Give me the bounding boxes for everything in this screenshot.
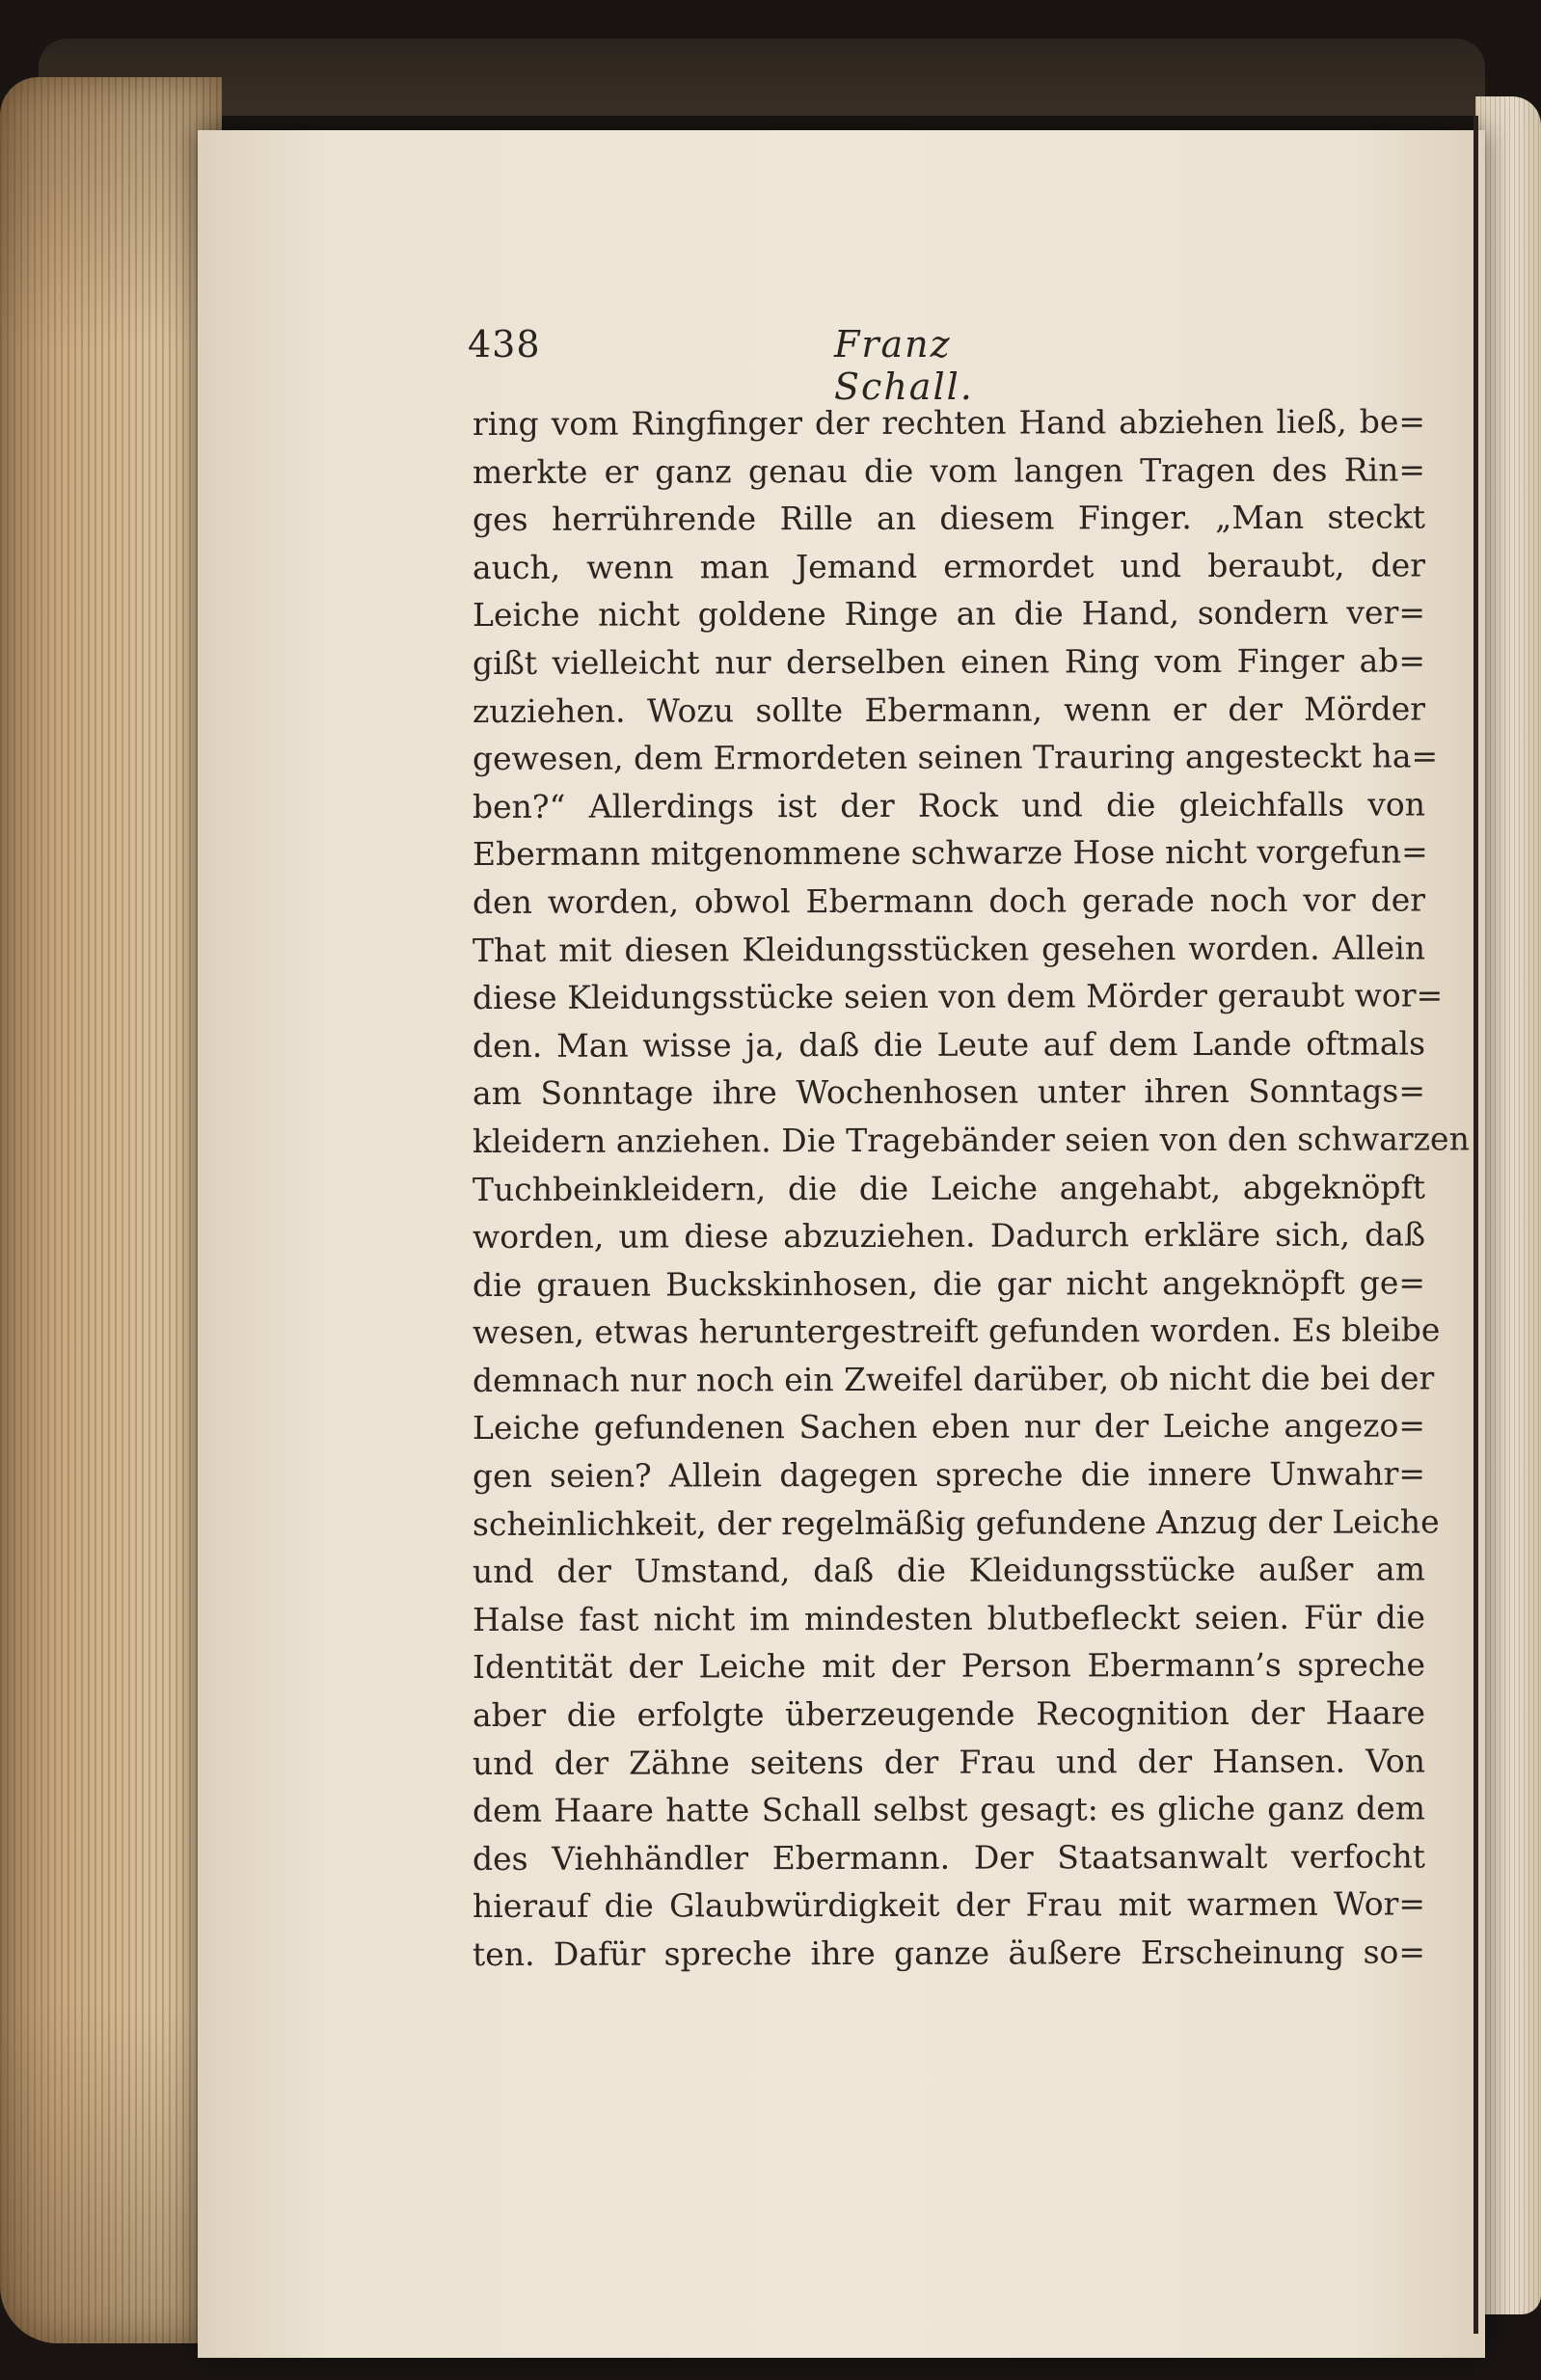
text-line: ten. Dafür spreche ihre ganze äußere Erscheinung so= (472, 1933, 1426, 1973)
text-line: aber die erfolgte überzeugende Recognition der Haare (472, 1693, 1426, 1735)
text-line: wesen, etwas heruntergestreift gefunden worden. Es bleibe (472, 1311, 1441, 1352)
text-line: Leiche gefundenen Sachen eben nur der Leiche angezo= (472, 1406, 1426, 1447)
page-edges-left (0, 77, 222, 2343)
text-line: hierauf die Glaubwürdigkeit der Frau mit warmen Wor= (472, 1884, 1426, 1926)
text-line: demnach nur noch ein Zweifel darüber, ob nicht die bei der (472, 1359, 1435, 1399)
text-line: den. Man wisse ja, daß die Leute auf dem Lande oftmals (472, 1024, 1426, 1065)
text-line: Identität der Leiche mit der Person Ebermann’s spreche (472, 1645, 1426, 1687)
text-line: des Viehhändler Ebermann. Der Staatsanwalt verfocht (472, 1837, 1426, 1878)
text-line: Halse fast nicht im mindesten blutbefleckt seien. Für die (472, 1598, 1426, 1638)
text-line: gewesen, dem Ermordeten seinen Trauring angesteckt ha= (472, 737, 1439, 778)
text-line: scheinlichkeit, der regelmäßig gefundene Anzug der Leiche (472, 1502, 1440, 1543)
text-line: That mit diesen Kleidungsstücken gesehen worden. Allein (472, 928, 1426, 969)
text-line: zuziehen. Wozu sollte Ebermann, wenn er der Mörder (472, 689, 1426, 730)
text-line: die grauen Buckskinhosen, die gar nicht angeknöpft ge= (472, 1263, 1426, 1304)
running-header (468, 323, 1066, 408)
text-line: Leiche nicht goldene Ringe an die Hand, sondern ver= (472, 593, 1426, 635)
text-line: worden, um diese abzuziehen. Dadurch erkläre sich, daß (472, 1215, 1426, 1257)
text-line: ring vom Ringfinger der rechten Hand abziehen ließ, be= (472, 402, 1426, 443)
text-line: und der Umstand, daß die Kleidungsstücke außer am (472, 1550, 1426, 1591)
page-number: 438 (468, 323, 541, 365)
running-title: Franz Schall. (834, 323, 974, 408)
text-line: und der Zähne seitens der Frau und der Hansen. Von (472, 1742, 1426, 1782)
text-line: kleidern anziehen. Die Tragebänder seien von den schwarzen (472, 1120, 1470, 1160)
text-line: am Sonntage ihre Wochenhosen unter ihren Sonntags= (472, 1071, 1426, 1113)
page-edges-right (1475, 96, 1541, 2314)
page-gutter (1473, 116, 1478, 2334)
text-line: ben?“ Allerdings ist der Rock und die gleichfalls von (472, 785, 1426, 825)
book-binding (39, 39, 1485, 116)
text-line: dem Haare hatte Schall selbst gesagt: es gliche ganz dem (472, 1789, 1426, 1830)
text-line: auch, wenn man Jemand ermordet und beraubt, der (472, 546, 1426, 586)
text-line: gen seien? Allein dagegen spreche die innere Unwahr= (472, 1454, 1426, 1496)
text-line: Ebermann mitgenommene schwarze Hose nicht vorgefun= (472, 832, 1428, 874)
text-line: Tuchbeinkleidern, die die Leiche angehabt, abgeknöpft (472, 1167, 1426, 1208)
text-line: diese Kleidungsstücke seien von dem Mörder geraubt wor= (472, 976, 1444, 1017)
text-line: merkte er ganz genau die vom langen Tragen des Rin= (472, 450, 1426, 491)
body-text (472, 400, 1470, 1979)
text-line: den worden, obwol Ebermann doch gerade noch vor der (472, 880, 1426, 921)
text-line: gißt vielleicht nur derselben einen Ring vom Finger ab= (472, 641, 1426, 682)
text-line: ges herrührende Rille an diesem Finger. „Man steckt (472, 498, 1426, 539)
